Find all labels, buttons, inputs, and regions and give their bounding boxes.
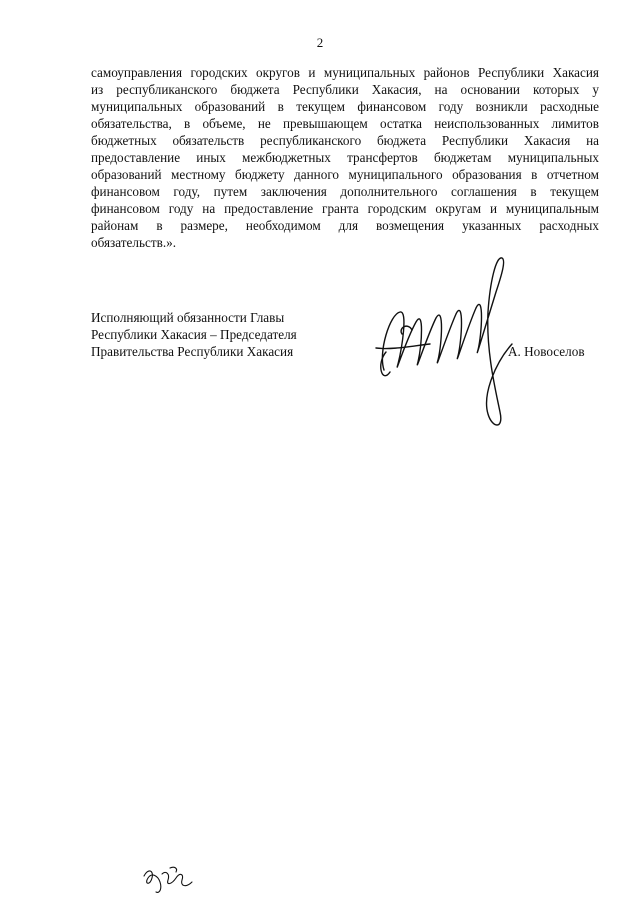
signatory-title-line: Правительства Республики Хакасия [91, 344, 294, 359]
body-line: предоставление иных межбюджетных трансфертов бюджетам муниципальных [91, 150, 599, 165]
signer-name: А. Новоселов [508, 344, 585, 359]
body-line: обязательств.». [91, 235, 177, 250]
body-line: обязательства, в объеме, не превышающем остатка неиспользованных лимитов [91, 116, 599, 131]
body-line: финансовом году на предоставление гранта городским округам и муниципальным [91, 201, 599, 216]
body-text [91, 64, 599, 251]
page-number: 2 [316, 35, 324, 50]
body-line: муниципальных образований в текущем финансовом году возникли расходные [91, 99, 599, 114]
body-line: самоуправления городских округов и муниципальных районов Республики Хакасия [91, 65, 599, 80]
body-line: бюджетных обязательств республиканского бюджета Республики Хакасия на [91, 133, 599, 148]
signatory-title-line: Республики Хакасия – Председателя [91, 327, 297, 342]
handwritten-initials [140, 862, 196, 896]
body-line: образований местному бюджету данного муниципального образования в отчетном [91, 167, 599, 182]
handwritten-signature [372, 252, 532, 432]
body-line: финансовом году, путем заключения дополнительного соглашения в текущем [91, 184, 599, 199]
body-line: районам в размере, необходимом для возмещения указанных расходных [91, 218, 599, 233]
signatory-title-line: Исполняющий обязанности Главы [91, 310, 285, 325]
body-line: из республиканского бюджета Республики Хакасия, на основании которых у [91, 82, 599, 97]
signatory-title [91, 309, 331, 360]
